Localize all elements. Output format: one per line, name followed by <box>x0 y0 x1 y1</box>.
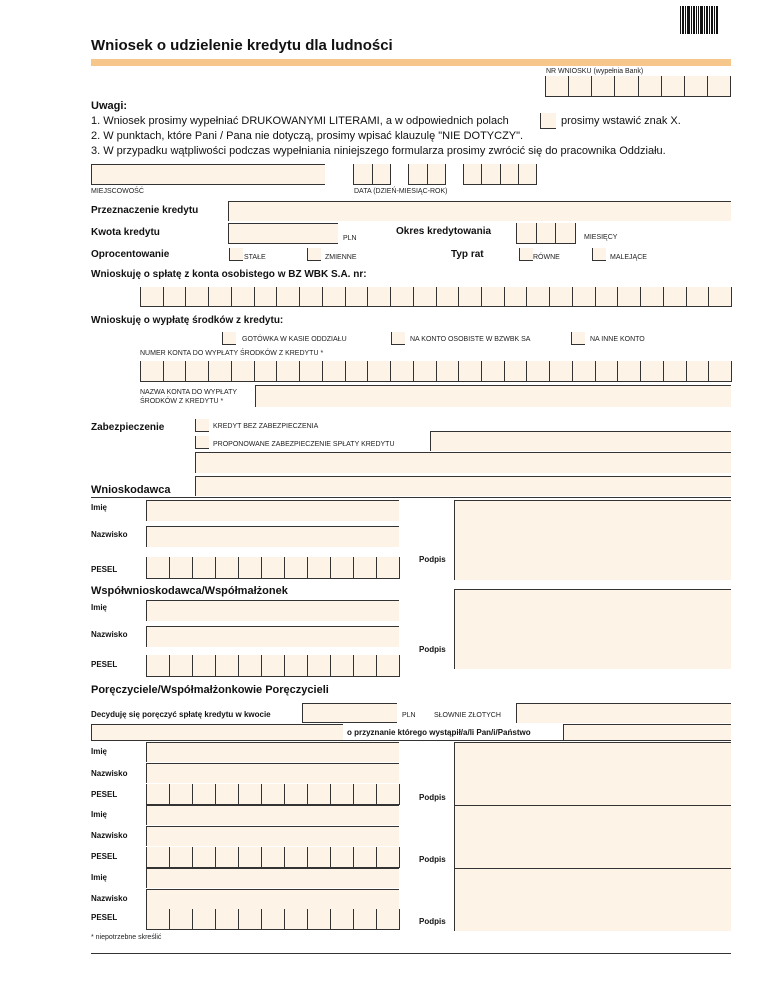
security-proposed-label: PROPONOWANE ZABEZPIECZENIE SPŁATY KREDYTU <box>213 441 395 448</box>
note-line-3: 3. W przypadku wątpliwości podczas wypełniania niniejszego formularza prosimy zwrócić się do pracownika Oddziału. <box>91 145 666 157</box>
period-label: Okres kredytowania <box>396 226 492 237</box>
barcode-icon <box>679 5 719 35</box>
repay-account-input[interactable] <box>140 287 732 307</box>
applicant-signature-box[interactable] <box>454 500 731 580</box>
amount-input[interactable] <box>228 223 338 244</box>
applicant-first-name-label: Imię <box>91 503 108 512</box>
nr-wniosku-field[interactable] <box>545 76 731 97</box>
repay-label: Wnioskuję o spłatę z konta osobistego w BZ WBK S.A. nr: <box>91 269 367 280</box>
footnote: * niepotrzebne skreślić <box>91 934 162 941</box>
guarantors-applied-label: o przyznanie którego wystąpił/a/li Pan/i/Państwo <box>347 728 531 737</box>
date-year[interactable] <box>463 164 537 185</box>
interest-label: Oprocentowanie <box>91 249 170 260</box>
coapplicant-pesel-input[interactable] <box>146 655 400 677</box>
purpose-input[interactable] <box>228 201 731 221</box>
security-none-label: KREDYT BEZ ZABEZPIECZENIA <box>213 423 319 430</box>
guarantors-amount-input[interactable] <box>302 703 397 723</box>
guarantors-in-words-input-2[interactable] <box>91 724 343 740</box>
applicant-last-name-input[interactable] <box>146 526 399 547</box>
installments-decreasing-checkbox[interactable] <box>592 248 606 261</box>
security-none-checkbox[interactable] <box>195 419 209 432</box>
guarantors-in-words-label: SŁOWNIE ZŁOTYCH <box>434 712 501 719</box>
note-line-1b: prosimy wstawić znak X. <box>561 115 681 127</box>
payout-own-account-checkbox[interactable] <box>391 332 405 345</box>
period-input[interactable] <box>516 223 576 244</box>
guarantor1-last-name-input[interactable] <box>146 763 399 783</box>
guarantor3-signature-label: Podpis <box>419 917 446 926</box>
interest-fixed-label: STAŁE <box>244 254 266 261</box>
guarantor3-last-name-input[interactable] <box>146 889 399 909</box>
payout-cash-checkbox[interactable] <box>222 332 236 345</box>
guarantor2-pesel-input[interactable] <box>146 847 400 868</box>
date-label: DATA (DZIEŃ-MIESIĄC-ROK) <box>354 188 448 195</box>
accent-bar <box>91 59 731 66</box>
amount-label: Kwota kredytu <box>91 227 160 238</box>
period-months: MIESIĘCY <box>584 234 618 241</box>
payout-account-no-label: NUMER KONTA DO WYPŁATY ŚRODKÓW Z KREDYTU * <box>140 350 324 357</box>
coapplicant-signature-label: Podpis <box>419 645 446 654</box>
payout-other-account-checkbox[interactable] <box>571 332 585 345</box>
guarantor2-signature-label: Podpis <box>419 855 446 864</box>
coapplicant-first-name-input[interactable] <box>146 600 399 621</box>
date-day[interactable] <box>353 164 391 185</box>
payout-account-name-label-1: NAZWA KONTA DO WYPŁATY <box>140 389 238 396</box>
security-proposed-input-2[interactable] <box>195 452 731 473</box>
payout-account-name-label-2: ŚRODKÓW Z KREDYTU * <box>140 398 224 405</box>
guarantors-in-words-input[interactable] <box>516 703 731 723</box>
guarantors-decide-label: Decyduję się poręczyć spłatę kredytu w kwocie <box>91 710 271 719</box>
guarantor2-first-name-label: Imię <box>91 810 108 819</box>
coapplicant-heading: Współwnioskodawca/Współmałżonek <box>91 585 288 597</box>
guarantor3-first-name-label: Imię <box>91 873 108 882</box>
guarantor3-first-name-input[interactable] <box>146 868 399 888</box>
nr-wniosku-label: NR WNIOSKU (wypełnia Bank) <box>546 68 644 75</box>
notes-heading: Uwagi: <box>91 100 128 112</box>
coapplicant-last-name-input[interactable] <box>146 626 399 647</box>
applicant-last-name-label: Nazwisko <box>91 530 128 539</box>
payout-account-no-input[interactable] <box>140 361 732 382</box>
payout-other-account-label: NA INNE KONTO <box>590 336 645 343</box>
security-proposed-checkbox[interactable] <box>195 436 209 449</box>
applicant-pesel-input[interactable] <box>146 557 400 579</box>
installments-equal-checkbox[interactable] <box>519 248 533 261</box>
interest-fixed-checkbox[interactable] <box>229 248 243 261</box>
guarantors-divider <box>91 740 731 741</box>
guarantor2-pesel-label: PESEL <box>91 852 118 861</box>
coapplicant-pesel-label: PESEL <box>91 660 118 669</box>
payout-account-name-input[interactable] <box>255 385 731 407</box>
interest-variable-checkbox[interactable] <box>307 248 321 261</box>
note-line-1a: 1. Wniosek prosimy wypełniać DRUKOWANYMI LITERAMI, a w odpowiednich polach <box>91 115 509 127</box>
page-title: Wniosek o udzielenie kredytu dla ludności <box>91 37 393 54</box>
note-line-2: 2. W punktach, które Pani / Pana nie dotyczą, prosimy wpisać klauzulę "NIE DOTYCZY". <box>91 130 524 142</box>
guarantor1-last-name-label: Nazwisko <box>91 769 128 778</box>
purpose-label: Przeznaczenie kredytu <box>91 205 199 216</box>
guarantor1-first-name-label: Imię <box>91 747 108 756</box>
bottom-divider <box>91 953 731 954</box>
applicant-heading: Wnioskodawca <box>91 484 171 496</box>
guarantor3-last-name-label: Nazwisko <box>91 894 128 903</box>
guarantor2-last-name-input[interactable] <box>146 826 399 846</box>
place-label: MIEJSCOWOŚĆ <box>91 188 144 195</box>
coapplicant-last-name-label: Nazwisko <box>91 630 128 639</box>
installments-decreasing-label: MALEJĄCE <box>610 254 647 261</box>
applicant-heading-field[interactable] <box>195 476 731 496</box>
installments-equal-label: RÓWNE <box>533 254 560 261</box>
guarantor2-first-name-input[interactable] <box>146 805 399 825</box>
applicant-pesel-label: PESEL <box>91 565 118 574</box>
security-label: Zabezpieczenie <box>91 422 165 433</box>
coapplicant-signature-box[interactable] <box>454 589 731 669</box>
guarantor1-pesel-label: PESEL <box>91 790 118 799</box>
payout-cash-label: GOTÓWKA W KASIE ODDZIAŁU <box>242 336 347 343</box>
guarantor3-pesel-label: PESEL <box>91 913 118 922</box>
x-mark-sample-box <box>540 113 556 129</box>
guarantors-currency: PLN <box>402 712 416 719</box>
payout-label: Wnioskuję o wypłatę środków z kredytu: <box>91 315 284 326</box>
security-proposed-input[interactable] <box>430 431 731 451</box>
guarantor3-signature-box[interactable] <box>454 868 731 931</box>
guarantors-applied-input[interactable] <box>563 724 731 740</box>
amount-currency: PLN <box>343 235 357 242</box>
guarantor1-signature-label: Podpis <box>419 793 446 802</box>
payout-own-account-label: NA KONTO OSOBISTE W BZWBK SA <box>410 336 531 343</box>
applicant-signature-label: Podpis <box>419 555 446 564</box>
guarantor1-signature-box[interactable] <box>454 742 731 805</box>
guarantors-heading: Poręczyciele/Współmałżonkowie Poręczycieli <box>91 684 329 696</box>
guarantor2-last-name-label: Nazwisko <box>91 831 128 840</box>
place-input[interactable] <box>91 164 325 185</box>
coapplicant-first-name-label: Imię <box>91 603 108 612</box>
installments-label: Typ rat <box>451 249 484 260</box>
guarantor2-signature-box[interactable] <box>454 805 731 868</box>
date-month[interactable] <box>408 164 446 185</box>
guarantor3-pesel-input[interactable] <box>146 909 400 930</box>
guarantor1-first-name-input[interactable] <box>146 742 399 762</box>
applicant-divider <box>91 497 731 498</box>
guarantor1-pesel-input[interactable] <box>146 784 400 805</box>
applicant-first-name-input[interactable] <box>146 500 399 521</box>
interest-variable-label: ZMIENNE <box>325 254 357 261</box>
